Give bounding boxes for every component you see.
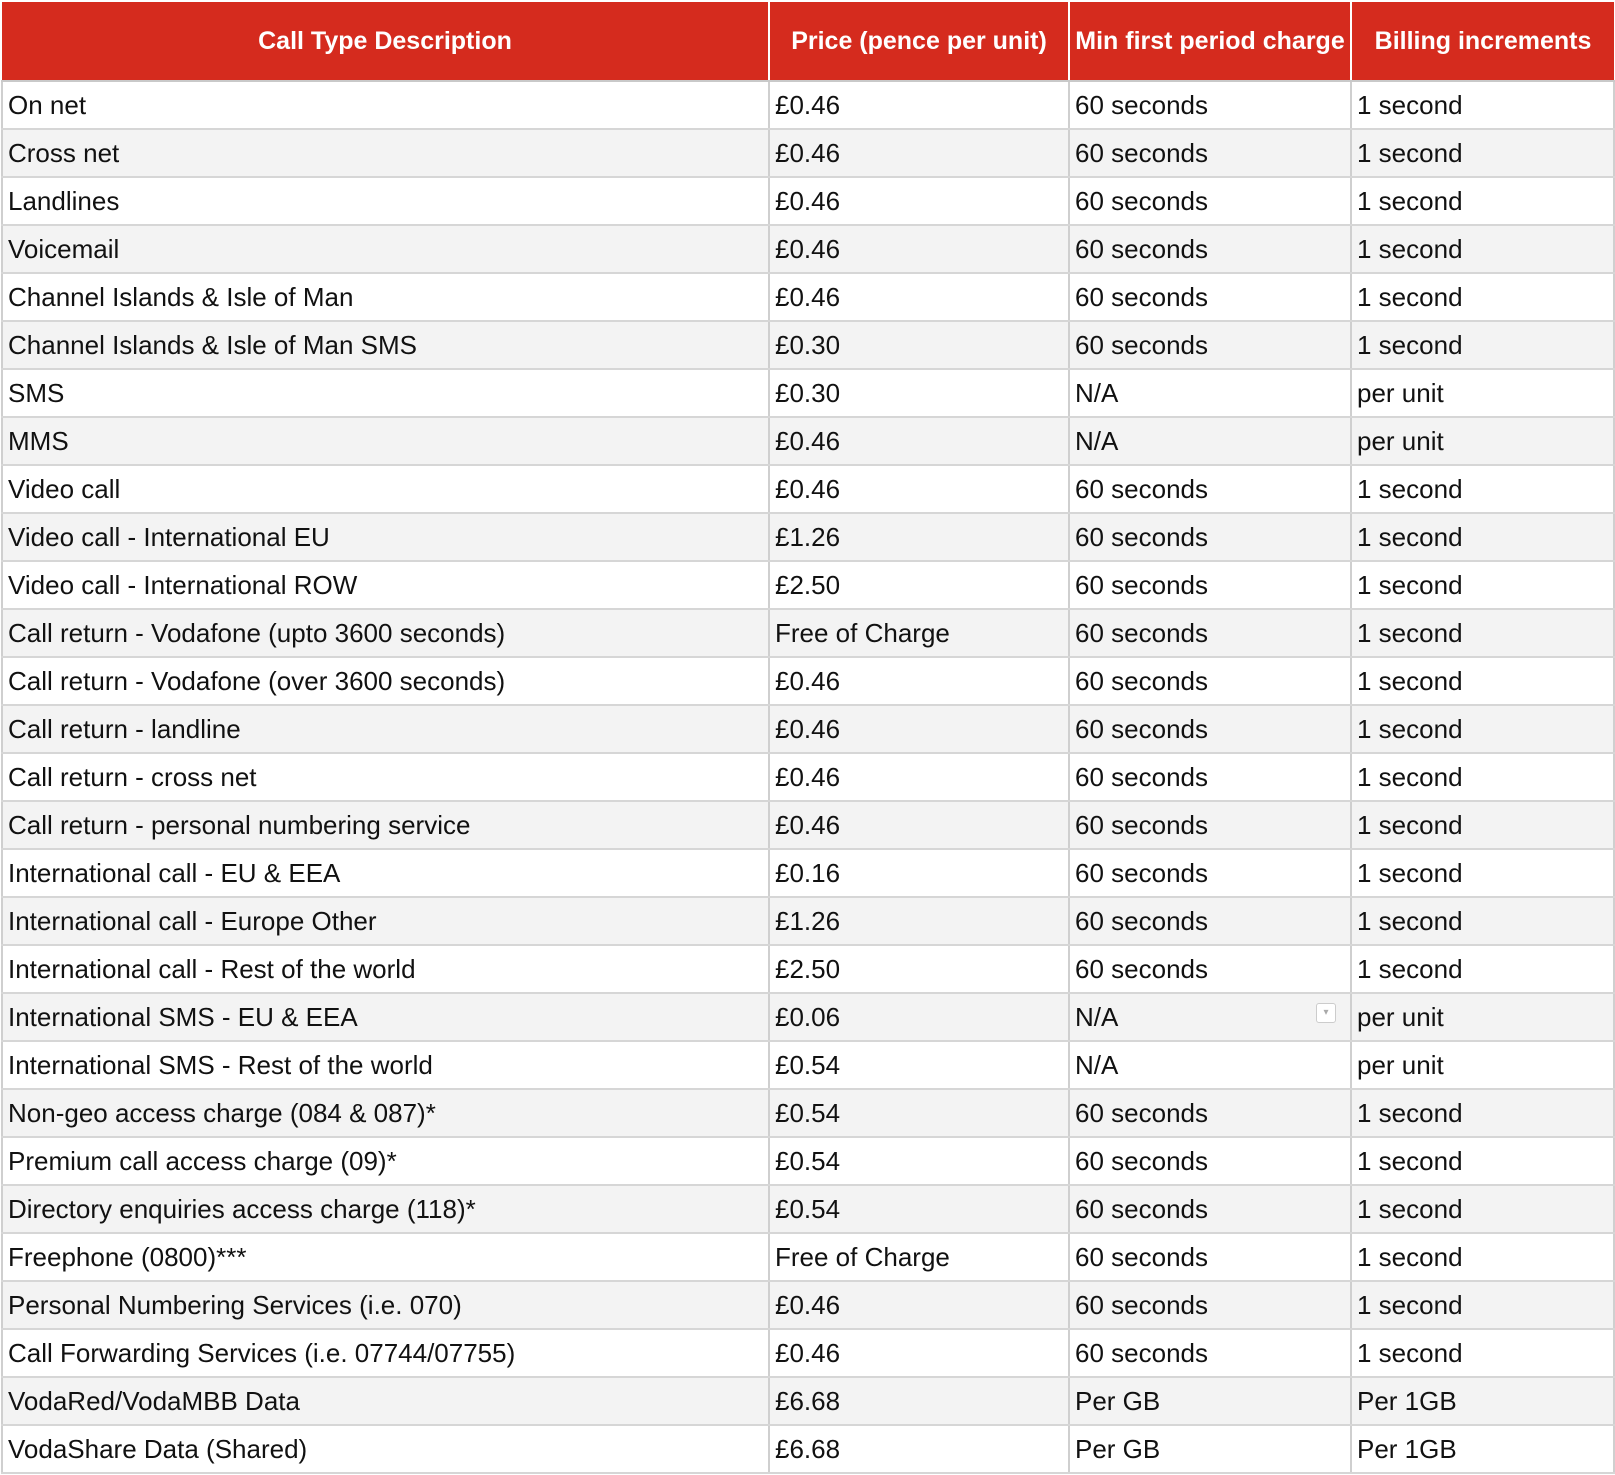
cell-text: International SMS - EU & EEA [8, 1001, 358, 1032]
billing-increment-cell[interactable] [1351, 129, 1614, 177]
cell-text: Per 1GB [1357, 1385, 1457, 1416]
min-first-period-cell[interactable] [1069, 225, 1351, 273]
cell-text: £0.54 [775, 1097, 841, 1128]
billing-increment-cell[interactable] [1351, 1089, 1614, 1137]
billing-increment-cell[interactable] [1351, 1233, 1614, 1281]
cell-text: Per GB [1075, 1433, 1161, 1464]
cell-text: 60 seconds [1075, 905, 1208, 936]
cell-text: 1 second [1357, 329, 1463, 360]
cell-text: N/A [1075, 377, 1119, 408]
min-first-period-cell[interactable] [1069, 561, 1351, 609]
price-cell[interactable] [769, 1425, 1069, 1473]
price-cell[interactable] [769, 321, 1069, 369]
cell-text: Free of Charge [775, 1241, 950, 1272]
cell-text: 60 seconds [1075, 473, 1208, 504]
price-cell[interactable] [769, 417, 1069, 465]
cell-text: 1 second [1357, 1193, 1463, 1224]
cell-text: Call Forwarding Services (i.e. 07744/07755) [8, 1337, 516, 1368]
cell-text: International call - Europe Other [8, 905, 377, 936]
call-type-cell[interactable] [2, 1425, 769, 1473]
cell-text: Video call - International ROW [8, 569, 358, 600]
cell-text: 1 second [1357, 281, 1463, 312]
table-row [2, 993, 1614, 1041]
cell-text: 60 seconds [1075, 953, 1208, 984]
table-row [2, 705, 1614, 753]
billing-increment-cell[interactable] [1351, 897, 1614, 945]
cell-text: Non-geo access charge (084 & 087)* [8, 1097, 436, 1128]
min-first-period-cell[interactable] [1069, 1425, 1351, 1473]
price-cell[interactable] [769, 945, 1069, 993]
cell-text: N/A [1075, 1001, 1119, 1032]
cell-text: Video call - International EU [8, 521, 330, 552]
cell-text: 60 seconds [1075, 521, 1208, 552]
price-cell[interactable] [769, 897, 1069, 945]
cell-text: 60 seconds [1075, 809, 1208, 840]
table-row [2, 417, 1614, 465]
min-first-period-cell[interactable] [1069, 1281, 1351, 1329]
table-row [2, 1185, 1614, 1233]
cell-text: 60 seconds [1075, 1337, 1208, 1368]
cell-text: Free of Charge [775, 617, 950, 648]
cell-text: International SMS - Rest of the world [8, 1049, 433, 1080]
cell-text: £0.54 [775, 1145, 841, 1176]
cell-text: SMS [8, 377, 65, 408]
call-type-cell[interactable] [2, 561, 769, 609]
call-type-cell[interactable] [2, 321, 769, 369]
call-type-cell[interactable] [2, 225, 769, 273]
cell-text: £0.46 [775, 425, 841, 456]
price-cell[interactable] [769, 993, 1069, 1041]
cell-text: 60 seconds [1075, 857, 1208, 888]
min-first-period-cell[interactable] [1069, 1377, 1351, 1425]
call-type-cell[interactable] [2, 1089, 769, 1137]
billing-increment-cell[interactable] [1351, 609, 1614, 657]
table-row [2, 897, 1614, 945]
cell-text: £0.46 [775, 185, 841, 216]
call-type-cell[interactable] [2, 849, 769, 897]
cell-text: Personal Numbering Services (i.e. 070) [8, 1289, 462, 1320]
cell-text: £0.54 [775, 1049, 841, 1080]
table-row [2, 657, 1614, 705]
table-row [2, 1329, 1614, 1377]
call-type-cell[interactable] [2, 369, 769, 417]
chevron-down-icon[interactable]: ▾ [1316, 1003, 1336, 1023]
price-cell[interactable] [769, 465, 1069, 513]
cell-text: 1 second [1357, 1097, 1463, 1128]
table-row [2, 465, 1614, 513]
cell-text: £0.46 [775, 665, 841, 696]
cell-text: N/A [1075, 425, 1119, 456]
cell-text: 60 seconds [1075, 713, 1208, 744]
table-row [2, 513, 1614, 561]
price-cell[interactable] [769, 81, 1069, 129]
table-row [2, 849, 1614, 897]
price-cell[interactable] [769, 1185, 1069, 1233]
cell-text: 60 seconds [1075, 281, 1208, 312]
price-cell[interactable] [769, 1329, 1069, 1377]
header-billing-increments[interactable]: Billing increments [1351, 2, 1614, 81]
price-cell[interactable] [769, 1377, 1069, 1425]
cell-text: 1 second [1357, 665, 1463, 696]
cell-text: 1 second [1357, 569, 1463, 600]
cell-text: Directory enquiries access charge (118)* [8, 1193, 476, 1224]
header-row [2, 2, 1614, 81]
table-row [2, 1089, 1614, 1137]
cell-text: £0.46 [775, 473, 841, 504]
min-first-period-cell[interactable] [1069, 369, 1351, 417]
price-cell[interactable] [769, 801, 1069, 849]
call-type-cell[interactable] [2, 1329, 769, 1377]
billing-increment-cell[interactable] [1351, 993, 1614, 1041]
header-call-type[interactable]: Call Type Description [2, 2, 769, 81]
cell-text: 60 seconds [1075, 185, 1208, 216]
table-row [2, 801, 1614, 849]
min-first-period-cell[interactable] [1069, 849, 1351, 897]
price-cell[interactable] [769, 849, 1069, 897]
price-cell[interactable] [769, 129, 1069, 177]
billing-increment-cell[interactable] [1351, 657, 1614, 705]
cell-text: per unit [1357, 425, 1444, 456]
cell-text: 1 second [1357, 1145, 1463, 1176]
cell-text: 1 second [1357, 1289, 1463, 1320]
billing-increment-cell[interactable] [1351, 1137, 1614, 1185]
cell-text: £0.16 [775, 857, 841, 888]
min-first-period-cell[interactable] [1069, 81, 1351, 129]
billing-increment-cell[interactable] [1351, 465, 1614, 513]
min-first-period-cell[interactable] [1069, 705, 1351, 753]
billing-increment-cell[interactable] [1351, 1329, 1614, 1377]
cell-text: 1 second [1357, 761, 1463, 792]
price-cell[interactable] [769, 1089, 1069, 1137]
table-row [2, 273, 1614, 321]
cell-text: 60 seconds [1075, 329, 1208, 360]
cell-text: £2.50 [775, 953, 841, 984]
table-row [2, 561, 1614, 609]
cell-text: Video call [8, 473, 121, 504]
call-type-cell[interactable] [2, 609, 769, 657]
call-type-cell[interactable] [2, 993, 769, 1041]
cell-text: 1 second [1357, 857, 1463, 888]
table-row [2, 1281, 1614, 1329]
cell-text: Call return - landline [8, 713, 241, 744]
billing-increment-cell[interactable] [1351, 753, 1614, 801]
min-first-period-cell[interactable] [1069, 1329, 1351, 1377]
billing-increment-cell[interactable] [1351, 321, 1614, 369]
billing-increment-cell[interactable] [1351, 81, 1614, 129]
cell-text: 1 second [1357, 473, 1463, 504]
cell-text: On net [8, 89, 87, 120]
billing-increment-cell[interactable] [1351, 177, 1614, 225]
table-row [2, 1233, 1614, 1281]
cell-text: £2.50 [775, 569, 841, 600]
cell-text: £0.46 [775, 281, 841, 312]
cell-text: £0.46 [775, 233, 841, 264]
min-first-period-cell[interactable] [1069, 1185, 1351, 1233]
call-type-cell[interactable] [2, 1233, 769, 1281]
table-row [2, 81, 1614, 129]
min-first-period-cell[interactable] [1069, 1041, 1351, 1089]
price-cell[interactable] [769, 561, 1069, 609]
billing-increment-cell[interactable] [1351, 849, 1614, 897]
min-first-period-cell[interactable] [1069, 945, 1351, 993]
table-row [2, 609, 1614, 657]
min-first-period-cell[interactable] [1069, 321, 1351, 369]
billing-increment-cell[interactable] [1351, 369, 1614, 417]
cell-text: per unit [1357, 377, 1444, 408]
billing-increment-cell[interactable] [1351, 945, 1614, 993]
cell-text: 1 second [1357, 953, 1463, 984]
min-first-period-cell[interactable] [1069, 897, 1351, 945]
min-first-period-cell[interactable] [1069, 1137, 1351, 1185]
pricing-table [1, 2, 1615, 1474]
cell-text: £1.26 [775, 905, 841, 936]
call-type-cell[interactable] [2, 897, 769, 945]
call-type-cell[interactable] [2, 465, 769, 513]
price-cell[interactable] [769, 225, 1069, 273]
cell-text: £0.30 [775, 329, 841, 360]
table-row [2, 1041, 1614, 1089]
cell-text: Premium call access charge (09)* [8, 1145, 397, 1176]
cell-text: 60 seconds [1075, 1193, 1208, 1224]
price-cell[interactable] [769, 657, 1069, 705]
billing-increment-cell[interactable] [1351, 1377, 1614, 1425]
price-cell[interactable] [769, 369, 1069, 417]
cell-text: 60 seconds [1075, 665, 1208, 696]
price-cell[interactable] [769, 753, 1069, 801]
cell-text: Per 1GB [1357, 1433, 1457, 1464]
cell-text: 60 seconds [1075, 1289, 1208, 1320]
cell-text: 1 second [1357, 713, 1463, 744]
cell-text: 60 seconds [1075, 1145, 1208, 1176]
call-type-cell[interactable] [2, 945, 769, 993]
call-type-cell[interactable] [2, 1377, 769, 1425]
cell-text: VodaRed/VodaMBB Data [8, 1385, 300, 1416]
cell-text: £0.46 [775, 1289, 841, 1320]
cell-text: MMS [8, 425, 69, 456]
table-row [2, 945, 1614, 993]
cell-text: Channel Islands & Isle of Man SMS [8, 329, 417, 360]
cell-text: 1 second [1357, 809, 1463, 840]
call-type-cell[interactable] [2, 1185, 769, 1233]
cell-text: VodaShare Data (Shared) [8, 1433, 308, 1464]
min-first-period-cell[interactable] [1069, 417, 1351, 465]
billing-increment-cell[interactable] [1351, 1281, 1614, 1329]
call-type-cell[interactable] [2, 1281, 769, 1329]
call-type-cell[interactable] [2, 1137, 769, 1185]
min-first-period-cell[interactable] [1069, 1233, 1351, 1281]
cell-text: £0.46 [775, 809, 841, 840]
price-cell[interactable] [769, 1041, 1069, 1089]
cell-text: International call - EU & EEA [8, 857, 341, 888]
cell-text: 60 seconds [1075, 569, 1208, 600]
min-first-period-cell[interactable] [1069, 609, 1351, 657]
cell-text: £0.30 [775, 377, 841, 408]
billing-increment-cell[interactable] [1351, 273, 1614, 321]
cell-text: £0.46 [775, 761, 841, 792]
min-first-period-cell[interactable] [1069, 753, 1351, 801]
call-type-cell[interactable] [2, 177, 769, 225]
billing-increment-cell[interactable] [1351, 801, 1614, 849]
cell-text: 1 second [1357, 137, 1463, 168]
cell-text: 60 seconds [1075, 233, 1208, 264]
cell-text: 60 seconds [1075, 1241, 1208, 1272]
table-body [2, 81, 1614, 1473]
price-cell[interactable] [769, 1281, 1069, 1329]
call-type-cell[interactable] [2, 801, 769, 849]
cell-text: 60 seconds [1075, 89, 1208, 120]
billing-increment-cell[interactable] [1351, 417, 1614, 465]
cell-text: per unit [1357, 1049, 1444, 1080]
call-type-cell[interactable] [2, 657, 769, 705]
table-row [2, 1137, 1614, 1185]
min-first-period-cell[interactable] [1069, 177, 1351, 225]
cell-text: £6.68 [775, 1433, 841, 1464]
min-first-period-cell[interactable] [1069, 513, 1351, 561]
cell-text: 60 seconds [1075, 1097, 1208, 1128]
table-row [2, 177, 1614, 225]
table-row [2, 321, 1614, 369]
table-row [2, 225, 1614, 273]
cell-text: 1 second [1357, 905, 1463, 936]
cell-text: 1 second [1357, 233, 1463, 264]
billing-increment-cell[interactable] [1351, 1041, 1614, 1089]
cell-text: Per GB [1075, 1385, 1161, 1416]
call-type-cell[interactable] [2, 81, 769, 129]
table-row [2, 369, 1614, 417]
table-row [2, 129, 1614, 177]
cell-text: 1 second [1357, 521, 1463, 552]
cell-text: 1 second [1357, 1241, 1463, 1272]
cell-text: 60 seconds [1075, 617, 1208, 648]
cell-text: £0.46 [775, 89, 841, 120]
table-row [2, 1425, 1614, 1473]
cell-text: Call return - Vodafone (over 3600 seconds) [8, 665, 506, 696]
billing-increment-cell[interactable] [1351, 1185, 1614, 1233]
cell-text: Landlines [8, 185, 120, 216]
table-row [2, 1377, 1614, 1425]
price-cell[interactable] [769, 1233, 1069, 1281]
cell-text: per unit [1357, 1001, 1444, 1032]
call-type-cell[interactable] [2, 129, 769, 177]
min-first-period-cell[interactable] [1069, 465, 1351, 513]
call-type-cell[interactable] [2, 753, 769, 801]
call-type-cell[interactable] [2, 417, 769, 465]
min-first-period-cell[interactable] [1069, 801, 1351, 849]
cell-text: £0.46 [775, 713, 841, 744]
price-cell[interactable] [769, 705, 1069, 753]
billing-increment-cell[interactable] [1351, 513, 1614, 561]
cell-text: 60 seconds [1075, 761, 1208, 792]
min-first-period-cell[interactable] [1069, 993, 1351, 1041]
cell-text: 1 second [1357, 617, 1463, 648]
cell-text: 1 second [1357, 1337, 1463, 1368]
call-type-cell[interactable] [2, 1041, 769, 1089]
header-min-first-period[interactable]: Min first period charge [1069, 2, 1351, 81]
cell-text: £0.06 [775, 1001, 841, 1032]
cell-text: £0.54 [775, 1193, 841, 1224]
cell-text: £0.46 [775, 137, 841, 168]
table-row [2, 753, 1614, 801]
min-first-period-cell[interactable] [1069, 657, 1351, 705]
billing-increment-cell[interactable] [1351, 1425, 1614, 1473]
cell-text: Freephone (0800)*** [8, 1241, 247, 1272]
min-first-period-cell[interactable] [1069, 1089, 1351, 1137]
cell-text: £6.68 [775, 1385, 841, 1416]
billing-increment-cell[interactable] [1351, 705, 1614, 753]
call-type-cell[interactable] [2, 705, 769, 753]
cell-text: Call return - personal numbering service [8, 809, 471, 840]
cell-text: 1 second [1357, 89, 1463, 120]
call-type-cell[interactable] [2, 273, 769, 321]
price-cell[interactable] [769, 177, 1069, 225]
cell-text: 1 second [1357, 185, 1463, 216]
cell-text: £0.46 [775, 1337, 841, 1368]
price-cell[interactable] [769, 513, 1069, 561]
call-type-cell[interactable] [2, 513, 769, 561]
min-first-period-cell[interactable] [1069, 129, 1351, 177]
cell-text: Call return - cross net [8, 761, 257, 792]
cell-text: Cross net [8, 137, 120, 168]
billing-increment-cell[interactable] [1351, 225, 1614, 273]
cell-text: N/A [1075, 1049, 1119, 1080]
header-price[interactable]: Price (pence per unit) [769, 2, 1069, 81]
price-cell[interactable] [769, 1137, 1069, 1185]
cell-text: Call return - Vodafone (upto 3600 seconds) [8, 617, 506, 648]
cell-text: £1.26 [775, 521, 841, 552]
cell-text: International call - Rest of the world [8, 953, 416, 984]
min-first-period-cell[interactable] [1069, 273, 1351, 321]
price-cell[interactable] [769, 609, 1069, 657]
cell-text: Channel Islands & Isle of Man [8, 281, 354, 312]
cell-text: 60 seconds [1075, 137, 1208, 168]
billing-increment-cell[interactable] [1351, 561, 1614, 609]
price-cell[interactable] [769, 273, 1069, 321]
cell-text: Voicemail [8, 233, 120, 264]
